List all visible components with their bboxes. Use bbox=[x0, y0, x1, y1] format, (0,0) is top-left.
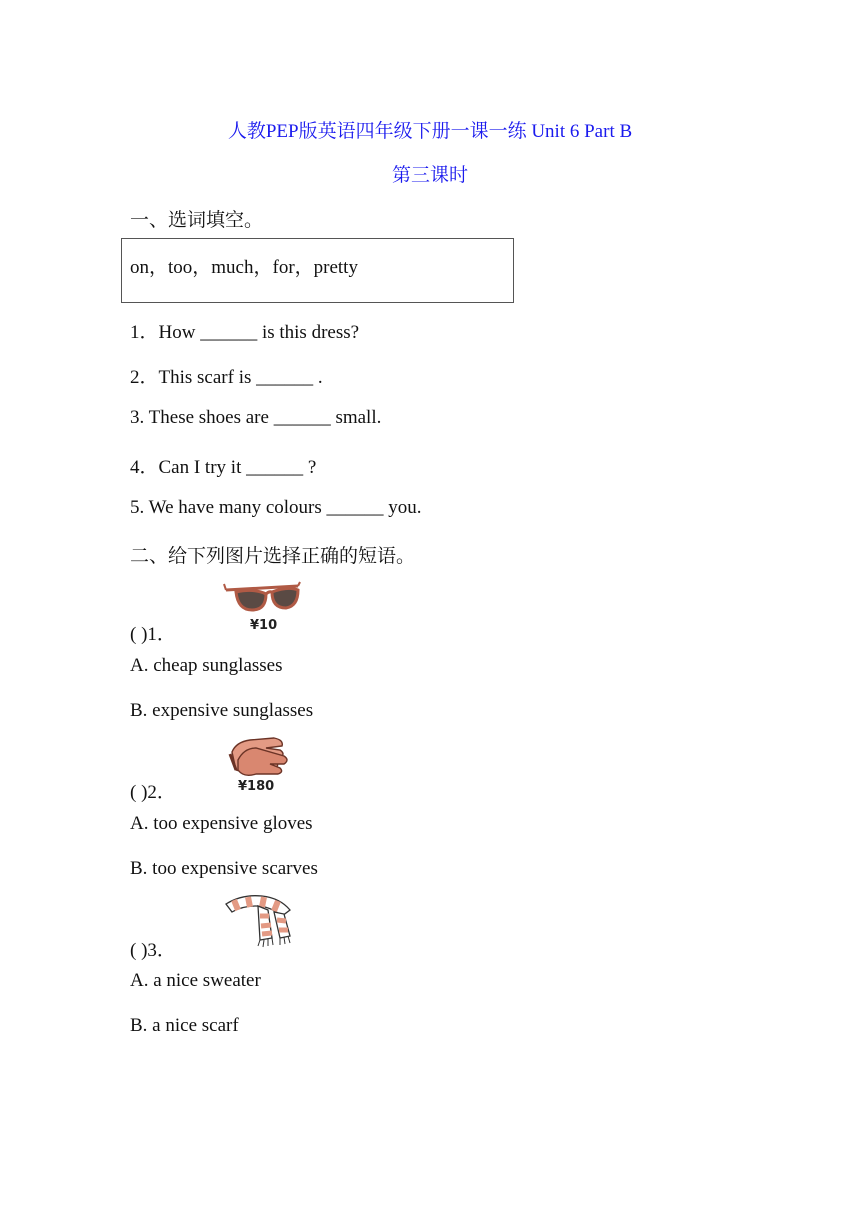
item-3-option-b: B. a nice scarf bbox=[130, 1015, 239, 1036]
item-1-option-b: B. expensive sunglasses bbox=[130, 700, 314, 721]
item-2-option-b: B. too expensive scarves bbox=[130, 858, 318, 879]
item-2-option-a: A. too expensive gloves bbox=[130, 813, 313, 834]
sunglasses-icon bbox=[222, 580, 302, 620]
item-2-bracket: ( )2． bbox=[130, 782, 176, 803]
page-title: 人教PEP版英语四年级下册一课一练 Unit 6 Part B bbox=[227, 121, 633, 142]
item-3-picture bbox=[222, 892, 298, 950]
scarf-icon bbox=[222, 892, 298, 950]
item-1-option-a: A. cheap sunglasses bbox=[130, 655, 283, 676]
item-3-bracket: ( )3． bbox=[130, 940, 176, 961]
item-1-bracket: ( )1． bbox=[130, 624, 176, 645]
question-1: 1．How ______ is this dress? bbox=[130, 322, 360, 343]
word-box-text: on，too，much，for，pretty bbox=[130, 257, 358, 278]
section2-heading: 二、给下列图片选择正确的短语。 bbox=[130, 546, 416, 567]
page-subtitle: 第三课时 bbox=[391, 165, 468, 186]
question-3: 3. These shoes are ______ small. bbox=[130, 407, 382, 428]
section1-heading: 一、选词填空。 bbox=[130, 210, 264, 231]
word-box bbox=[121, 238, 514, 303]
item-2-picture bbox=[226, 734, 296, 798]
question-5: 5. We have many colours ______ you. bbox=[130, 497, 422, 518]
question-4: 4．Can I try it ______ ? bbox=[130, 457, 317, 478]
question-2: 2．This scarf is ______ . bbox=[130, 367, 323, 388]
item-1-price: ¥10 bbox=[250, 618, 278, 633]
item-1-picture bbox=[222, 580, 302, 640]
item-3-option-a: A. a nice sweater bbox=[130, 970, 261, 991]
gloves-icon bbox=[226, 734, 292, 778]
item-2-price: ¥180 bbox=[238, 779, 275, 794]
